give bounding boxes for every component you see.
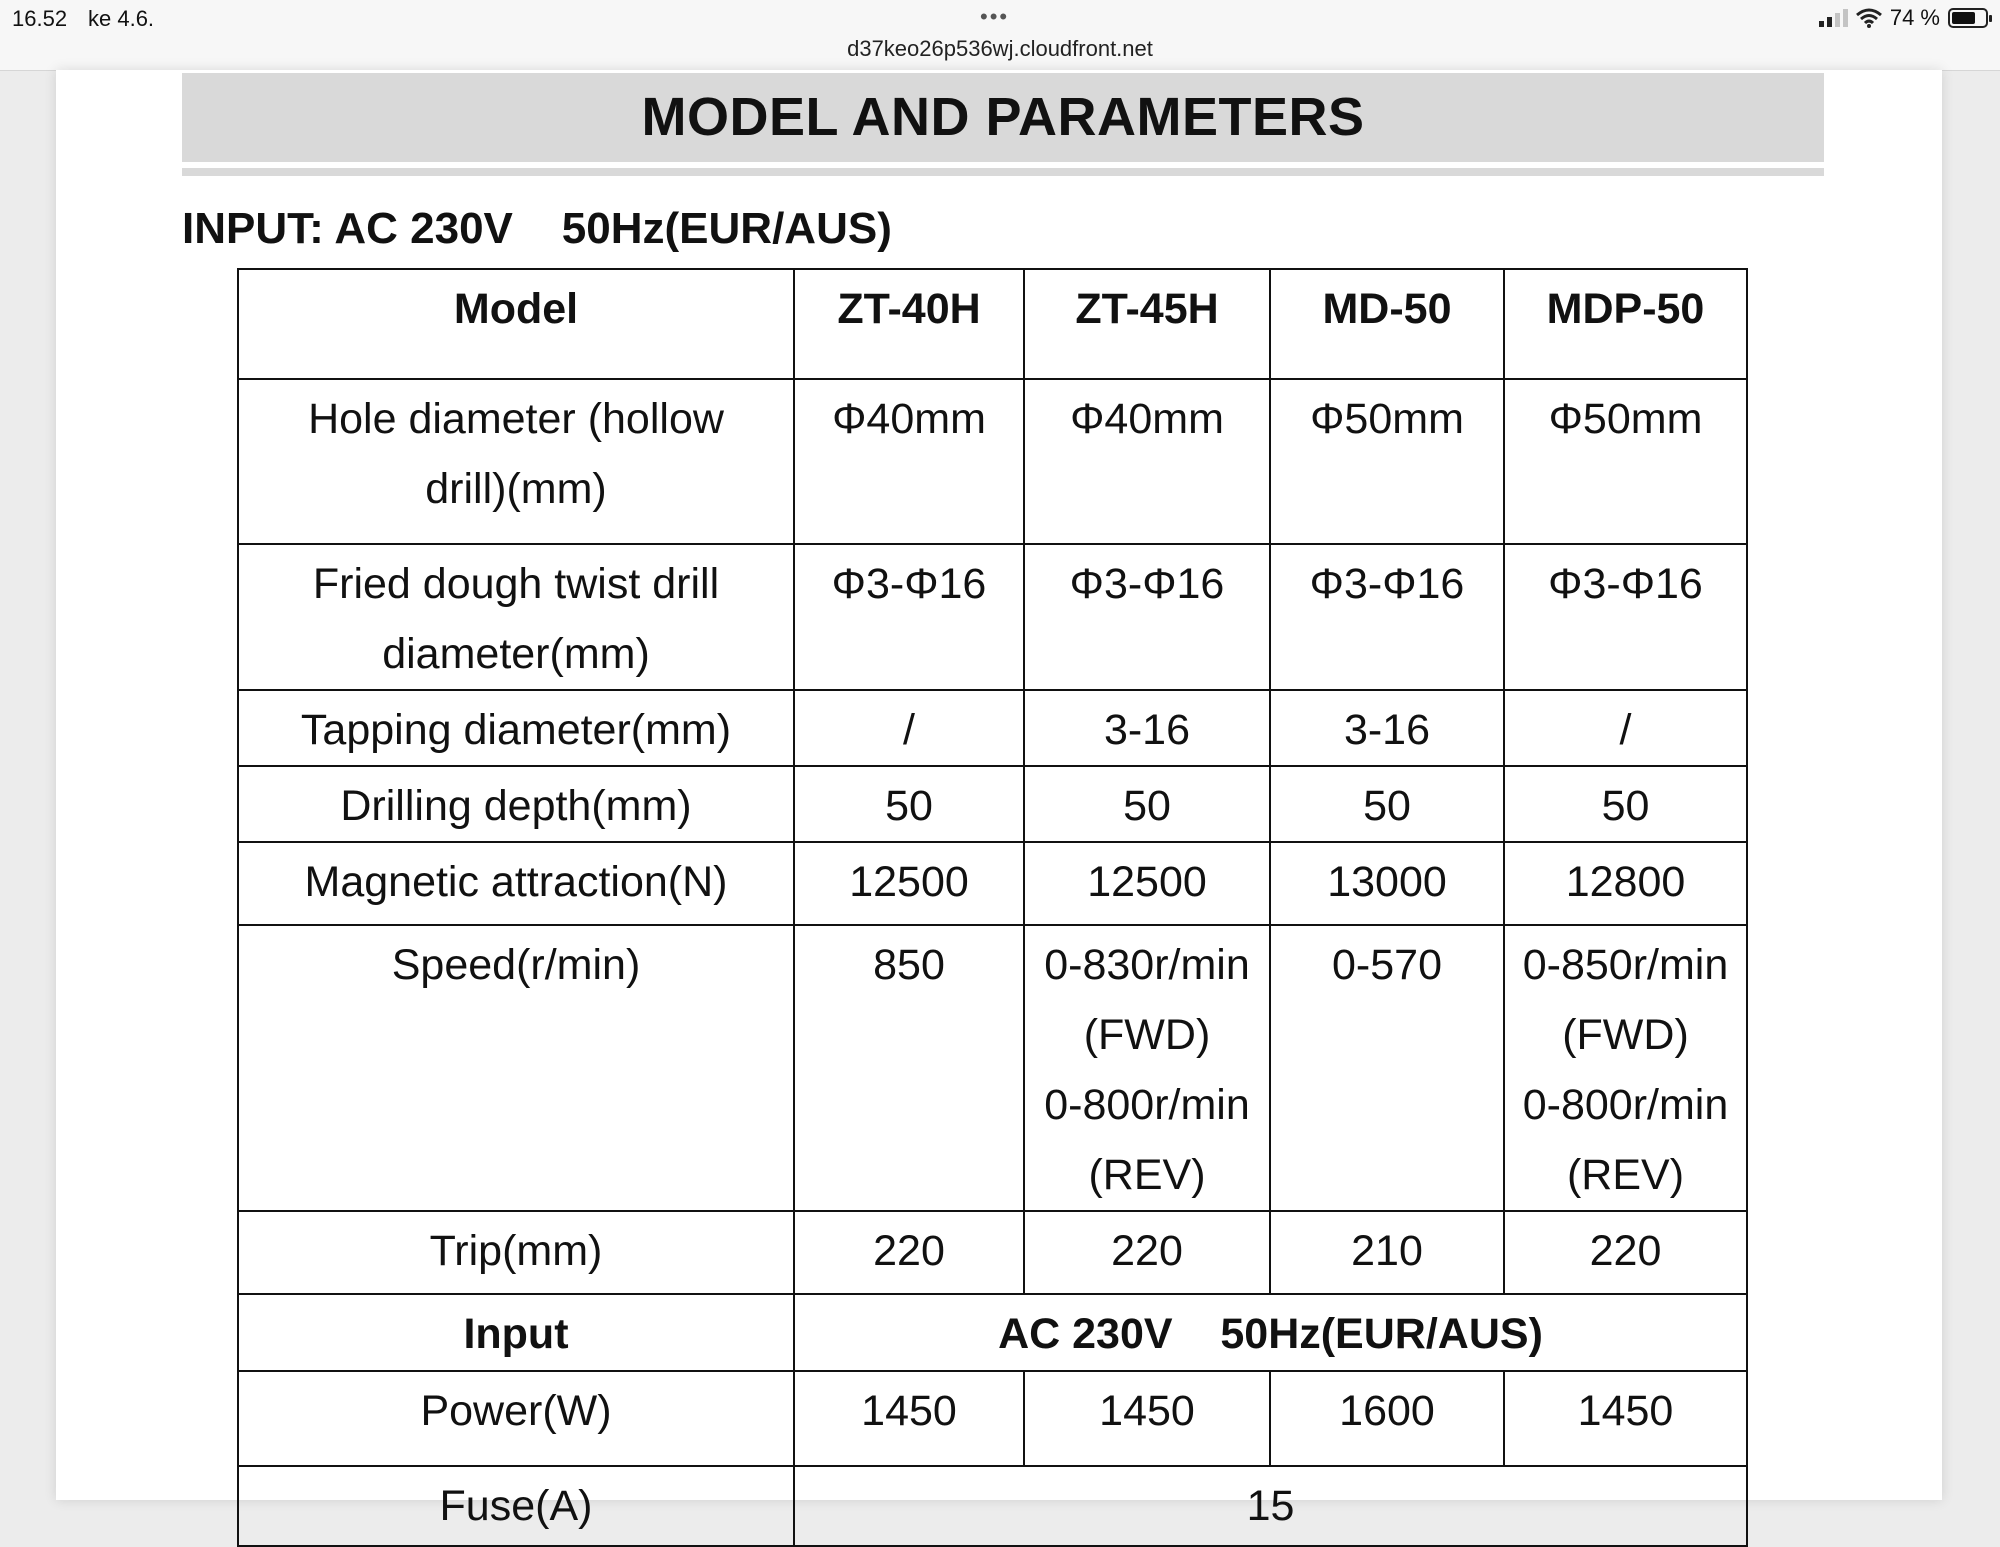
table-cell: 3-16 [1024, 690, 1270, 766]
table-row [238, 1294, 1747, 1371]
table-cell: / [1504, 690, 1747, 766]
table-cell: Φ40mm [1024, 379, 1270, 544]
table-row [238, 379, 1747, 544]
table-cell: 210 [1270, 1211, 1504, 1294]
table-row [238, 1466, 1747, 1546]
table-cell: 13000 [1270, 842, 1504, 925]
table-cell: 1600 [1270, 1371, 1504, 1466]
row-label: Drilling depth(mm) [238, 766, 794, 842]
document-page [56, 70, 1942, 1530]
header-model-md50: MD-50 [1270, 269, 1504, 379]
table-cell: 0-830r/min (FWD) 0-800r/min (REV) [1024, 925, 1270, 1211]
table-row [238, 1371, 1747, 1466]
table-cell: 12800 [1504, 842, 1747, 925]
battery-fill [1952, 12, 1975, 24]
row-label: Magnetic attraction(N) [238, 842, 794, 925]
row-label: Hole diameter (hollow drill)(mm) [238, 379, 794, 544]
row-label: Speed(r/min) [238, 925, 794, 1211]
cellular-signal-icon [1819, 9, 1848, 27]
row-label: Power(W) [238, 1371, 794, 1466]
header-model-label: Model [238, 269, 794, 379]
table-row [238, 925, 1747, 1211]
address-bar-url[interactable]: d37keo26p536wj.cloudfront.net [847, 36, 1153, 61]
status-indicators [1819, 5, 1988, 31]
table-cell: 1450 [1504, 1371, 1747, 1466]
table-row [238, 842, 1747, 925]
tab-options-icon[interactable]: ••• [980, 4, 1010, 29]
title-underline [182, 168, 1824, 176]
table-cell: 0-850r/min (FWD) 0-800r/min (REV) [1504, 925, 1747, 1211]
table-cell: 0-570 [1270, 925, 1504, 1211]
table-cell: 50 [1024, 766, 1270, 842]
table-cell: 220 [1024, 1211, 1270, 1294]
header-model-mdp50: MDP-50 [1504, 269, 1747, 379]
table-cell: 220 [794, 1211, 1024, 1294]
row-label: Fuse(A) [238, 1466, 794, 1546]
table-row [238, 690, 1747, 766]
battery-icon [1948, 8, 1988, 28]
table-row [238, 766, 1747, 842]
table-cell: 850 [794, 925, 1024, 1211]
table-cell: 1450 [794, 1371, 1024, 1466]
header-model-zt45h: ZT-45H [1024, 269, 1270, 379]
table-merged-cell: 15 [794, 1466, 1747, 1546]
table-cell: 12500 [1024, 842, 1270, 925]
table-cell: 50 [1270, 766, 1504, 842]
header-model-zt40h: ZT-40H [794, 269, 1024, 379]
wifi-icon [1856, 8, 1882, 28]
battery-percent: 74 % [1889, 5, 1940, 30]
table-row [238, 544, 1747, 690]
table-cell: 50 [1504, 766, 1747, 842]
row-label: Tapping diameter(mm) [238, 690, 794, 766]
table-cell: Φ50mm [1270, 379, 1504, 544]
table-row [238, 1211, 1747, 1294]
status-time: 16.52 [12, 6, 68, 31]
table-cell: 50 [794, 766, 1024, 842]
input-heading: INPUT: AC 230V 50Hz(EUR/AUS) [182, 204, 892, 253]
table-cell: Φ3-Φ16 [1024, 544, 1270, 690]
status-date: ke 4.6. [88, 6, 155, 31]
table-cell: / [794, 690, 1024, 766]
row-label: Trip(mm) [238, 1211, 794, 1294]
row-label: Input [238, 1294, 794, 1371]
status-bar [0, 0, 2000, 71]
table-cell: 1450 [1024, 1371, 1270, 1466]
table-merged-cell: AC 230V 50Hz(EUR/AUS) [794, 1294, 1747, 1371]
page-title: MODEL AND PARAMETERS [641, 87, 1365, 147]
table-cell: Φ3-Φ16 [1270, 544, 1504, 690]
table-cell: Φ40mm [794, 379, 1024, 544]
row-label: Fried dough twist drill diameter(mm) [238, 544, 794, 690]
table-header-row [238, 269, 1747, 379]
table-cell: Φ3-Φ16 [794, 544, 1024, 690]
table-cell: 12500 [794, 842, 1024, 925]
table-cell: 3-16 [1270, 690, 1504, 766]
table-cell: Φ50mm [1504, 379, 1747, 544]
table-cell: Φ3-Φ16 [1504, 544, 1747, 690]
parameters-table [237, 268, 1748, 1547]
table-cell: 220 [1504, 1211, 1747, 1294]
